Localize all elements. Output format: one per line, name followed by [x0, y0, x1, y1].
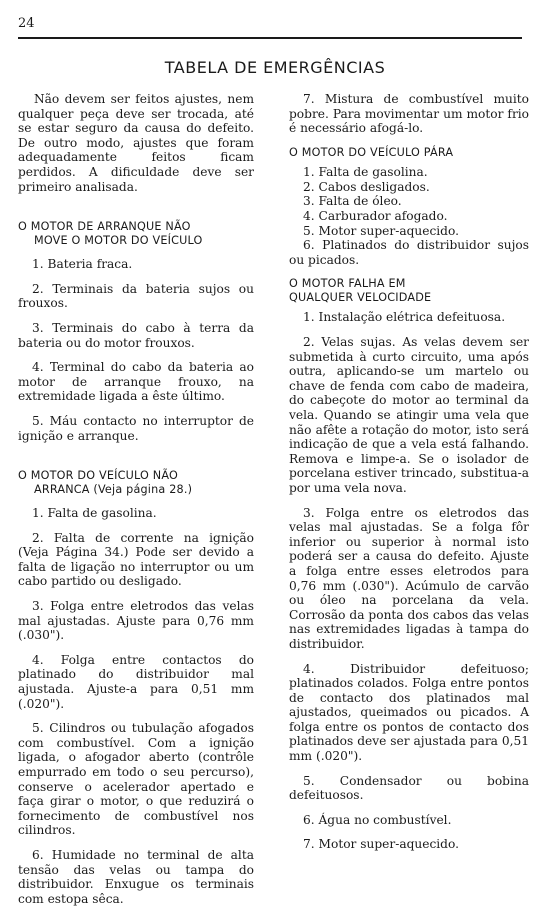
section-heading-falha: [289, 277, 529, 304]
section-heading-line: O MOTOR DO VEÍCULO NÃO: [18, 469, 179, 483]
list-item: 4. Folga entre contactos do platinado do distribuidor mal ajustada. Ajuste-a para 0,51 mm (.020").: [18, 652, 254, 711]
header-rule: [18, 37, 522, 39]
section-heading-line: O MOTOR DO VEÍCULO PÁRA: [289, 145, 454, 159]
section-heading-line: O MOTOR FALHA EM: [289, 277, 406, 291]
section-heading-line: QUALQUER VELOCIDADE: [289, 290, 432, 304]
list-item: 1. Instalação elétrica defeituosa.: [303, 310, 506, 325]
list-item: 1. Bateria fraca.: [32, 257, 133, 272]
section-heading-line: O MOTOR DE ARRANQUE NÃO: [18, 220, 191, 234]
list-item: 2. Velas sujas. As velas devem ser submetida à curto circuito, uma após outra, aplicando-se um martelo ou chave de fenda com cabo de madeira, do cabeçote do motor ao terminal da vela. Quando se atingir uma vela que não afête a rotação do motor, isto será indicação de que a vela está falhando. Remova e limpe-a. Se o isolador de porcelana estiver trincado, substitua-a por uma vela nova.: [289, 335, 529, 495]
list-item: 3. Terminais do cabo à terra da bateria ou do motor frouxos.: [18, 320, 254, 350]
list-item: 2. Cabos desligados.: [303, 179, 430, 194]
page-title: TABELA DE EMERGÊNCIAS: [164, 58, 386, 77]
list-item: 1. Falta de gasolina.: [303, 165, 428, 180]
list-item: 6. Água no combustível.: [303, 812, 452, 827]
list-item: 3. Folga entre eletrodos das velas mal ajustadas. Ajuste para 0,76 mm (.030").: [18, 599, 254, 643]
right-column: [289, 92, 529, 852]
list-item: 4. Terminal do cabo da bateria ao motor de arranque frouxo, na extremidade ligada a êste último.: [18, 360, 254, 404]
section-heading-line: MOVE O MOTOR DO VEÍCULO: [34, 233, 203, 247]
list-item: 7. Mistura de combustível muito pobre. Para movimentar um motor frio é necessário afogá-lo.: [289, 92, 529, 136]
list-item: 6. Platinados do distribuidor sujos ou picados.: [289, 238, 529, 267]
list-item: 3. Folga entre os eletrodos das velas mal ajustadas. Se a folga fôr inferior ou superior à normal isto poderá ser a causa do defeito. Ajuste a folga entre esses eletrodos para 0,76 mm (.030"). Acúmulo de carvão ou óleo na porcelana da vela. Corrosão da ponta dos cabos das velas nas extremidades ligadas à tampa do distribuidor.: [289, 505, 529, 651]
intro-paragraph: Não devem ser feitos ajustes, nem qualquer peça deve ser trocada, até se estar seguro da causa do defeito. De outro modo, ajustes que foram adequadamente feitos ficam perdidos. A dificuldade deve ser primeiro analisada.: [18, 92, 254, 194]
section-heading-line: ARRANCA (Veja página 28.): [34, 482, 193, 496]
list-item: 4. Distribuidor defeituoso; platinados colados. Folga entre pontos de contacto dos platinados mal ajustados, queimados ou picados. A folga entre os pontos de contacto dos platinados deve ser ajustada para 0,51 mm (.020").: [289, 661, 529, 764]
list-item: 2. Falta de corrente na ignição (Veja Página 34.) Pode ser devido a falta de ligação no interruptor ou um cabo partido ou desligado.: [18, 530, 254, 589]
section-heading-arranque: [18, 220, 254, 247]
list-item: 1. Falta de gasolina.: [32, 506, 157, 521]
left-column: [18, 92, 254, 906]
section-heading-nao-arranca: [18, 469, 254, 496]
list-item: 4. Carburador afogado.: [303, 209, 448, 224]
page-number: 24: [18, 16, 35, 31]
list-item: 5. Cilindros ou tubulação afogados com combustível. Com a ignição ligada, o afogador aberto (contrôle empurrado em todo o seu percurso), conserve o acelerador apertado e faça girar o motor, o que reduzirá o fornecimento de combustível nos cilindros.: [18, 721, 254, 838]
list-item: 2. Terminais da bateria sujos ou frouxos.: [18, 281, 254, 311]
list-item: 5. Motor super-aquecido.: [303, 223, 459, 238]
section-heading-para: [289, 146, 529, 160]
list-item: 5. Condensador ou bobina defeituosos.: [289, 773, 529, 803]
list-item: 6. Humidade no terminal de alta tensão das velas ou tampa do distribuidor. Enxugue os terminais com estopa sêca.: [18, 847, 254, 906]
list-item: 3. Falta de óleo.: [303, 194, 402, 209]
list-item: 7. Motor super-aquecido.: [303, 837, 459, 852]
list-item: 5. Máu contacto no interruptor de ignição e arranque.: [18, 413, 254, 443]
